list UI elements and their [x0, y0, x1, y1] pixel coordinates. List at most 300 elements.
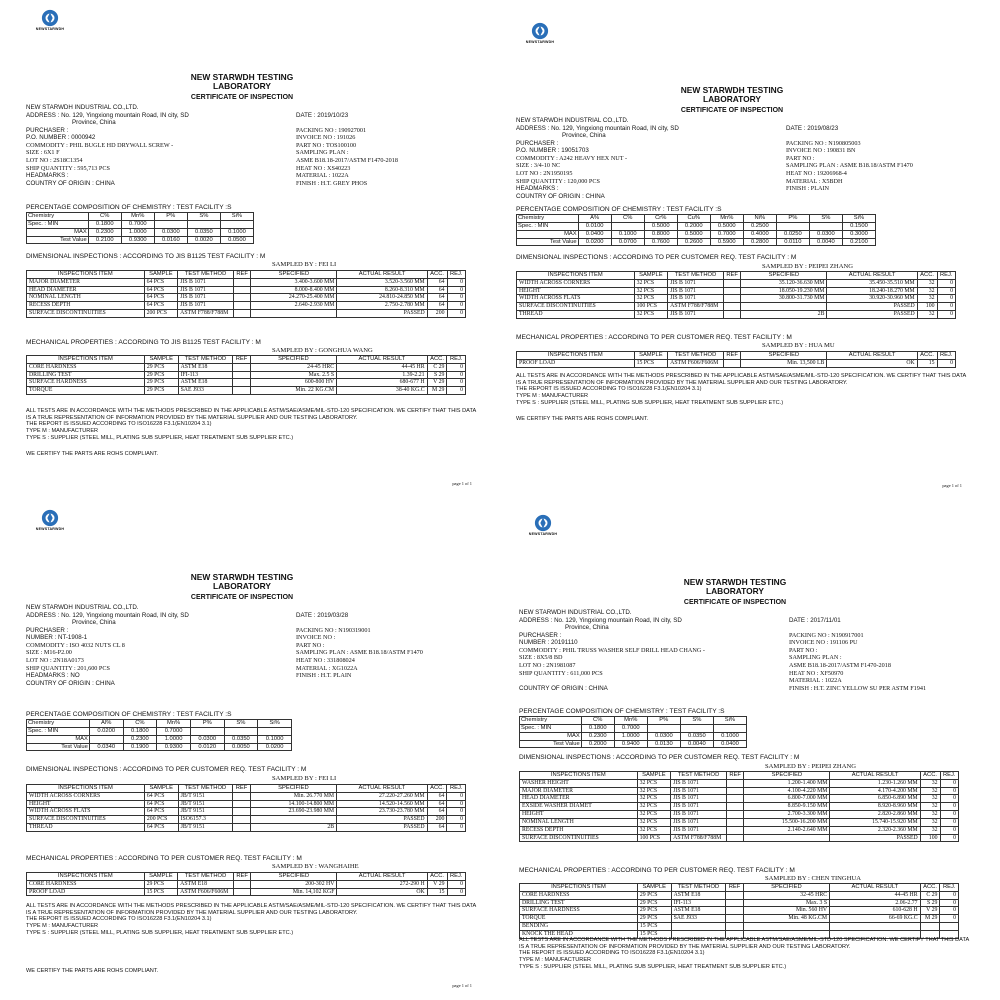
material: MATERIAL : 1022A [296, 172, 349, 180]
note-report: THE REPORT IS ISSUED ACCORDING TO ISO16228 F3.1(EN10204 3.1) [26, 421, 212, 428]
table-cell [723, 311, 740, 319]
astm-spec: HEAT NO : 331808024 [296, 656, 355, 664]
table-cell: 0 [447, 371, 466, 379]
table-cell: 18.050-19.230 MM [741, 287, 827, 295]
table-cell: 64 [427, 302, 447, 310]
table-cell [726, 891, 743, 899]
heat-no: MATERIAL : XG1022A [296, 664, 358, 672]
table-row [520, 818, 959, 826]
table-cell: WIDTH ACROSS FLATS [27, 808, 145, 816]
table-cell [251, 310, 337, 318]
table-row [27, 816, 466, 824]
chemistry-column-header: P% [154, 213, 187, 221]
column-header: ACC. [427, 271, 447, 279]
chemistry-column-header: S% [224, 720, 258, 728]
table-cell: 0 [940, 795, 959, 803]
column-header: REJ. [447, 356, 466, 364]
table-cell [726, 795, 743, 803]
note-report: THE REPORT IS ISSUED ACCORDING TO ISO16228 F3.1(EN10204 3.1) [516, 386, 702, 393]
table-cell: 0 [447, 387, 466, 395]
note-note: ALL TESTS ARE IN ACCORDANCE WITH THE METHODS PRESCRIBED IN THE APPLICABLE ASTM/SAE/ASME/MIL-STD-120 SPECIFICATION. WE CERTIFY THAT THIS DATA IS A TRUE REPRESENTATION OF INFORMATION PROVIDED BY THE MATERIAL SUPPLIER AND OUR TESTING LABORATORY. [26, 408, 476, 421]
purchaser: PURCHASER : [516, 139, 559, 147]
table-cell: 15 PCS [634, 359, 668, 367]
table-cell [233, 286, 250, 294]
column-header: REF [723, 352, 740, 360]
chemistry-cell: 0.0120 [190, 743, 224, 751]
column-header: SAMPLE [634, 272, 668, 280]
invoice-no: INVOICE NO : 191026 [296, 134, 356, 142]
table-cell: 32 PCS [634, 287, 668, 295]
table-cell: 64 PCS [144, 824, 178, 832]
table-cell: 29 PCS [637, 891, 671, 899]
table-cell: 200 PCS [144, 310, 178, 318]
mechanical-properties-title: MECHANICAL PROPERTIES : ACCORDING TO PER CUSTOMER REQ. TEST FACILITY : M [519, 867, 795, 874]
chemistry-cell: 0.2800 [743, 238, 776, 246]
table-cell: 64 [427, 808, 447, 816]
table-cell: 680-677 H [337, 379, 428, 387]
table-cell: M 29 [427, 387, 447, 395]
table-cell [726, 834, 743, 842]
column-header: TEST METHOD [671, 772, 727, 780]
table-cell: PASSED [337, 824, 428, 832]
table-cell [723, 279, 740, 287]
table-cell: ISO6157.3 [178, 816, 233, 824]
part-no: PART NO : [296, 641, 325, 649]
logo-icon [41, 509, 59, 527]
table-row [520, 923, 959, 931]
table-cell: KNOCK THE HEAD [520, 930, 638, 938]
table-cell: 32 PCS [637, 811, 671, 819]
table-row [517, 279, 956, 287]
column-header: ACTUAL RESULT [827, 352, 917, 360]
column-header: REF [726, 884, 743, 892]
column-header: SAMPLE [144, 356, 178, 364]
table-cell [726, 779, 743, 787]
company-logo [30, 509, 70, 531]
table-cell: HEAD DIAMETER [520, 795, 638, 803]
table-cell: S 29 [427, 371, 447, 379]
lab-title: NEW STARWDH TESTING LABORATORY [680, 85, 784, 105]
table-row [520, 795, 959, 803]
chemistry-cell: 0.3000 [842, 230, 875, 238]
table-row [27, 808, 466, 816]
chemistry-cell: Test Value [27, 236, 89, 244]
table-cell: ASTM E18 [671, 907, 726, 915]
table-cell: 0 [940, 787, 959, 795]
table-cell: 44-45 HR [337, 363, 428, 371]
table-cell: ASTM F788/F788M [668, 303, 724, 311]
commodity: COMMODITY : PHIL BUGLE HD DRYWALL SCREW - [26, 141, 174, 149]
chemistry-cell: 0.0300 [809, 230, 842, 238]
chemistry-cell [776, 222, 809, 230]
certification-notes [519, 937, 969, 971]
table-cell: TORQUE [520, 915, 638, 923]
chemistry-cell: 0.0200 [578, 238, 611, 246]
table-cell: 1.200-1.400 MM [744, 779, 830, 787]
chemistry-cell: 0.9400 [614, 740, 647, 748]
chemistry-column-header: Cu% [677, 215, 710, 223]
chemistry-column-header: Mn% [710, 215, 743, 223]
chemistry-cell: 0.9300 [121, 236, 154, 244]
chemistry-cell: 0.5000 [677, 230, 710, 238]
column-header: ACC. [427, 785, 447, 793]
table-cell: Min. 560 HV [743, 907, 829, 915]
table-row [520, 811, 959, 819]
address: ADDRESS : No. 129, Yingxiong mountain Road, IN city, SD [26, 611, 189, 619]
astm-spec: ASME B18.18-2017/ASTM F1470-2018 [789, 661, 891, 669]
chemistry-column-header: P% [190, 720, 224, 728]
table-cell: JIS B 1071 [668, 295, 724, 303]
company-logo [30, 9, 70, 31]
table-cell: JIS B 1071 [671, 779, 727, 787]
chemistry-cell [89, 735, 123, 743]
table-row [27, 824, 466, 832]
lab-title: NEW STARWDH TESTING LABORATORY [190, 72, 294, 92]
chemistry-row [27, 220, 254, 228]
chemistry-cell: 0.0160 [154, 236, 187, 244]
address: ADDRESS : No. 129, Yingxiong mountain Road, IN city, SD [516, 124, 679, 132]
material: MATERIAL : 1022A [789, 677, 842, 685]
table-cell: 29 PCS [144, 880, 178, 888]
chemistry-cell: 0.0300 [190, 735, 224, 743]
table-cell [726, 915, 743, 923]
chemistry-cell: 0.1500 [842, 222, 875, 230]
table-row [27, 888, 466, 896]
chemistry-row [27, 236, 254, 244]
table-cell [233, 808, 250, 816]
mechanical-sampled-by: SAMPLED BY : WANGHAIHE [272, 863, 359, 870]
chemistry-column-header: S% [187, 213, 220, 221]
table-cell: 8.000-8.400 MM [251, 286, 337, 294]
table-row [520, 787, 959, 795]
certificate-title: CERTIFICATE OF INSPECTION [190, 594, 294, 601]
chemistry-cell: MAX [520, 732, 582, 740]
po-number: P.O. NUMBER : 19051703 [516, 147, 589, 155]
table-cell: 2B [741, 311, 827, 319]
size: SIZE : M16-P2.00 [26, 649, 72, 657]
sampling-plan: SAMPLING PLAN : ASME B18.18/ASTM F1470 [296, 649, 423, 657]
certificate-header-info [519, 609, 959, 692]
column-header: ACTUAL RESULT [830, 772, 920, 780]
chemistry-row [517, 230, 876, 238]
table-cell: 66-69 KG.C [830, 915, 921, 923]
certificate-1 [22, 5, 492, 485]
chemistry-section [26, 711, 466, 751]
chemistry-cell: 0.2000 [581, 740, 614, 748]
chemistry-cell: Test Value [27, 743, 90, 751]
chemistry-cell: 0.0110 [776, 238, 809, 246]
company-logo [523, 514, 563, 536]
dimensional-inspections-title: DIMENSIONAL INSPECTIONS : ACCORDING TO PER CUSTOMER REQ. TEST FACILITY : M [519, 754, 800, 761]
table-cell: 15 PCS [637, 923, 671, 931]
company-name: NEW STARWDH INDUSTRIAL CO.,LTD. [519, 609, 632, 616]
chemistry-cell: 0.2100 [88, 236, 121, 244]
table-cell: SAE J933 [671, 915, 726, 923]
chemistry-column-header: C% [88, 213, 121, 221]
table-cell: Min. 22 KG.CM [250, 387, 336, 395]
astm-spec: HEAT NO : 19206968-4 [786, 169, 847, 177]
table-cell: 18.240-18.270 MM [827, 287, 917, 295]
table-row [27, 278, 466, 286]
table-cell: 0 [447, 286, 466, 294]
table-cell: C 29 [427, 363, 447, 371]
table-cell: 0 [940, 907, 959, 915]
column-header: REJ. [447, 873, 466, 881]
table-cell [233, 363, 250, 371]
po-number: NUMBER : NT-1908-1 [26, 634, 88, 642]
table-cell: 4.100-4.220 MM [744, 787, 830, 795]
table-cell: 29 PCS [637, 899, 671, 907]
chemistry-cell: 0.0130 [647, 740, 680, 748]
certification-notes [26, 903, 476, 937]
table-row [520, 803, 959, 811]
chemistry-column-header: Chemistry [27, 720, 90, 728]
table-cell: 29 PCS [144, 387, 178, 395]
chemistry-column-header: P% [776, 215, 809, 223]
mechanical-table [26, 355, 466, 395]
page-number: page 1 of 1 [452, 481, 472, 486]
table-cell: MAJOR DIAMETER [27, 278, 145, 286]
table-cell: CORE HARDNESS [27, 880, 145, 888]
finish [786, 193, 956, 201]
chemistry-column-header: Chemistry [520, 717, 582, 725]
column-header: REF [723, 272, 740, 280]
table-cell: 600-800 HV [250, 379, 336, 387]
dimensional-inspections-title: DIMENSIONAL INSPECTIONS : ACCORDING TO PER CUSTOMER REQ. TEST FACILITY : M [26, 766, 307, 773]
table-cell: ASTM F606/F606M [178, 888, 234, 896]
size: SIZE : 6X1 F [26, 149, 60, 157]
table-cell: PROOF LOAD [517, 359, 635, 367]
table-cell [671, 923, 726, 931]
table-cell: 0 [447, 363, 466, 371]
column-header: REJ. [940, 772, 959, 780]
chemistry-row [27, 727, 292, 735]
chemistry-cell: 0.1800 [581, 724, 614, 732]
chemistry-column-header: Si% [842, 215, 875, 223]
chemistry-cell: Spec. : MIN [27, 220, 89, 228]
table-cell: 0 [447, 888, 466, 896]
table-cell: 6.850-6.890 MM [830, 795, 920, 803]
chemistry-column-header: Chemistry [517, 215, 579, 223]
chemistry-column-header: Si% [713, 717, 746, 725]
rohs-statement: WE CERTIFY THE PARTS ARE ROHS COMPLIANT. [516, 416, 649, 422]
table-cell: 0 [940, 891, 959, 899]
table-cell [233, 310, 250, 318]
column-header: INSPECTIONS ITEM [517, 352, 635, 360]
table-cell: 35.120-36.630 MM [741, 279, 827, 287]
table-cell [726, 907, 743, 915]
chemistry-cell: 0.0350 [187, 228, 220, 236]
company-logo [520, 22, 560, 44]
date: DATE : 2019/03/28 [296, 611, 349, 619]
heat-no: MATERIAL : X5BDH [786, 177, 843, 185]
table-cell: 64 PCS [144, 792, 178, 800]
table-cell: 0 [447, 824, 466, 832]
chemistry-column-header: Ni% [743, 215, 776, 223]
note-type-m: TYPE M : MANUFACTURER [516, 393, 589, 400]
chemistry-cell: Spec. : MIN [520, 724, 582, 732]
table-cell [723, 287, 740, 295]
column-header: ACC. [920, 884, 940, 892]
finish [296, 680, 466, 688]
chemistry-cell [680, 724, 713, 732]
chemistry-section [516, 206, 956, 246]
material: FINISH : PLAIN [786, 185, 829, 193]
logo-text: NEWSTARWDH [35, 27, 65, 31]
table-cell [233, 302, 250, 310]
table-cell: 23.730-23.780 MM [337, 808, 428, 816]
table-cell: 29 PCS [144, 363, 178, 371]
certificate-title: CERTIFICATE OF INSPECTION [680, 107, 784, 114]
chemistry-cell: 0.1800 [123, 727, 157, 735]
table-row [27, 310, 466, 318]
table-cell: 15 [917, 359, 937, 367]
chemistry-cell: MAX [27, 735, 90, 743]
company-name: NEW STARWDH INDUSTRIAL CO.,LTD. [26, 604, 139, 611]
table-cell: PROOF LOAD [27, 888, 145, 896]
table-cell: PASSED [337, 310, 427, 318]
table-cell: 64 [427, 800, 447, 808]
dimensional-sampled-by: SAMPLED BY : FEI LI [272, 775, 337, 782]
sampling-plan: SAMPLING PLAN : [296, 149, 349, 157]
table-cell: 64 [427, 286, 447, 294]
table-row [520, 891, 959, 899]
table-cell: 0 [447, 808, 466, 816]
table-cell: NOMINAL LENGTH [27, 294, 145, 302]
table-cell: 3.400-3.600 MM [251, 278, 337, 286]
table-header-row [27, 785, 466, 793]
table-cell: 200 PCS [144, 816, 178, 824]
column-header: SAMPLE [637, 772, 671, 780]
table-cell: 0 [937, 279, 956, 287]
table-cell: V 29 [920, 907, 940, 915]
lot-no: LOT NO : 2N1950195 [516, 169, 573, 177]
table-cell: 24.270-25.400 MM [251, 294, 337, 302]
table-cell: 32 [920, 811, 940, 819]
table-header-row [520, 884, 959, 892]
note-type-s: TYPE S : SUPPLIER (STEEL MILL, PLATING SUB SUPPLIER, HEAT TREATMENT SUB SUPPLIER ETC.) [516, 399, 784, 406]
table-header-row [27, 873, 466, 881]
commodity: COMMODITY : A242 HEAVY HEX NUT - [516, 154, 628, 162]
column-header: ACTUAL RESULT [827, 272, 917, 280]
dimensional-table [26, 270, 466, 318]
note-type-s: TYPE S : SUPPLIER (STEEL MILL, PLATING SUB SUPPLIER, HEAT TREATMENT SUB SUPPLIER ETC.) [26, 929, 294, 936]
table-cell: SAE J933 [178, 387, 233, 395]
chemistry-column-header: C% [581, 717, 614, 725]
table-row [517, 359, 956, 367]
chemistry-cell: 0.7000 [710, 230, 743, 238]
ship-quantity: SHIP QUANTITY : 611,000 PCS [519, 669, 603, 677]
ship-quantity: SHIP QUANTITY : 201,600 PCS [26, 664, 110, 672]
table-cell: V 29 [427, 379, 447, 387]
table-cell: 0 [937, 311, 956, 319]
material: FINISH : H.T. PLAIN [296, 672, 352, 680]
chemistry-row [27, 743, 292, 751]
table-cell: JIS B 1071 [668, 311, 724, 319]
chemistry-column-header: A% [578, 215, 611, 223]
table-row [27, 294, 466, 302]
table-cell [233, 880, 250, 888]
table-cell: 24-45 HRC [250, 363, 336, 371]
table-row [27, 286, 466, 294]
headmarks: HEADMARKS : [26, 172, 69, 180]
packing-no: PACKING NO : N190319001 [296, 626, 371, 634]
table-cell: JIS B 1071 [671, 803, 727, 811]
chemistry-column-header: Mn% [121, 213, 154, 221]
column-header: REJ. [940, 884, 959, 892]
table-cell: 1.39-2.21 [337, 371, 428, 379]
chemistry-cell: 0.0350 [224, 735, 258, 743]
table-cell: 64 PCS [144, 800, 178, 808]
heat-no: HEAT NO : XF50970 [789, 669, 844, 677]
chemistry-cell: 0.0100 [578, 222, 611, 230]
table-cell: 15.740-15.920 MM [830, 818, 920, 826]
company-name: NEW STARWDH INDUSTRIAL CO.,LTD. [516, 117, 629, 124]
chemistry-cell [187, 220, 220, 228]
mechanical-table [26, 872, 466, 896]
column-header: ACC. [917, 272, 937, 280]
chemistry-header-row [27, 213, 254, 221]
chemistry-column-header: Cr% [644, 215, 677, 223]
column-header: REF [233, 785, 250, 793]
table-cell [743, 923, 829, 931]
packing-no: PACKING NO : N190805003 [786, 139, 861, 147]
table-cell: Min. 14,102 KGF [251, 888, 337, 896]
chemistry-cell: 0.0700 [611, 238, 644, 246]
table-cell: 8.920-8.960 MM [830, 803, 920, 811]
table-cell: 64 PCS [144, 294, 178, 302]
table-cell: IFI-113 [178, 371, 233, 379]
chemistry-cell: 0.2500 [743, 222, 776, 230]
column-header: INSPECTIONS ITEM [520, 772, 638, 780]
chemistry-title: PERCENTAGE COMPOSITION OF CHEMISTRY : TEST FACILITY :S [26, 711, 232, 718]
table-cell: 200 [427, 816, 447, 824]
chemistry-cell: 0.7000 [614, 724, 647, 732]
table-cell: 0 [447, 302, 466, 310]
purchaser: PURCHASER : [26, 626, 69, 634]
po-number: NUMBER : 20191110 [519, 639, 578, 647]
table-cell: 15 PCS [144, 888, 178, 896]
chemistry-column-header: Chemistry [27, 213, 89, 221]
column-header: TEST METHOD [668, 272, 724, 280]
chemistry-cell: Test Value [520, 740, 582, 748]
packing-no: PACKING NO : 190927001 [296, 126, 367, 134]
table-cell: 32 PCS [637, 818, 671, 826]
table-cell: M 29 [920, 915, 940, 923]
table-cell: WIDTH ACROSS FLATS [517, 295, 635, 303]
table-cell: SURFACE DISCONTINUITIES [27, 816, 145, 824]
table-cell: JIS B 1071 [671, 787, 727, 795]
table-row [27, 363, 466, 371]
column-header: REF [233, 356, 250, 364]
column-header: REJ. [447, 271, 466, 279]
table-cell: 32 [920, 818, 940, 826]
chemistry-table [519, 716, 747, 748]
dimensional-sampled-by: SAMPLED BY : PEIPEI ZHANG [765, 763, 856, 770]
table-cell: 2.700-3.300 MM [744, 811, 830, 819]
table-cell: 0 [447, 310, 466, 318]
table-cell: ASTM E18 [178, 363, 233, 371]
chemistry-cell: MAX [517, 230, 579, 238]
table-cell: ASTM E18 [178, 379, 233, 387]
table-row [517, 311, 956, 319]
chemistry-cell [224, 727, 258, 735]
certificate-header-info [516, 117, 956, 200]
table-cell [233, 800, 250, 808]
table-cell: Max. 2.5 S [250, 371, 336, 379]
table-cell: 3.520-3.560 MM [337, 278, 427, 286]
table-cell [744, 834, 830, 842]
